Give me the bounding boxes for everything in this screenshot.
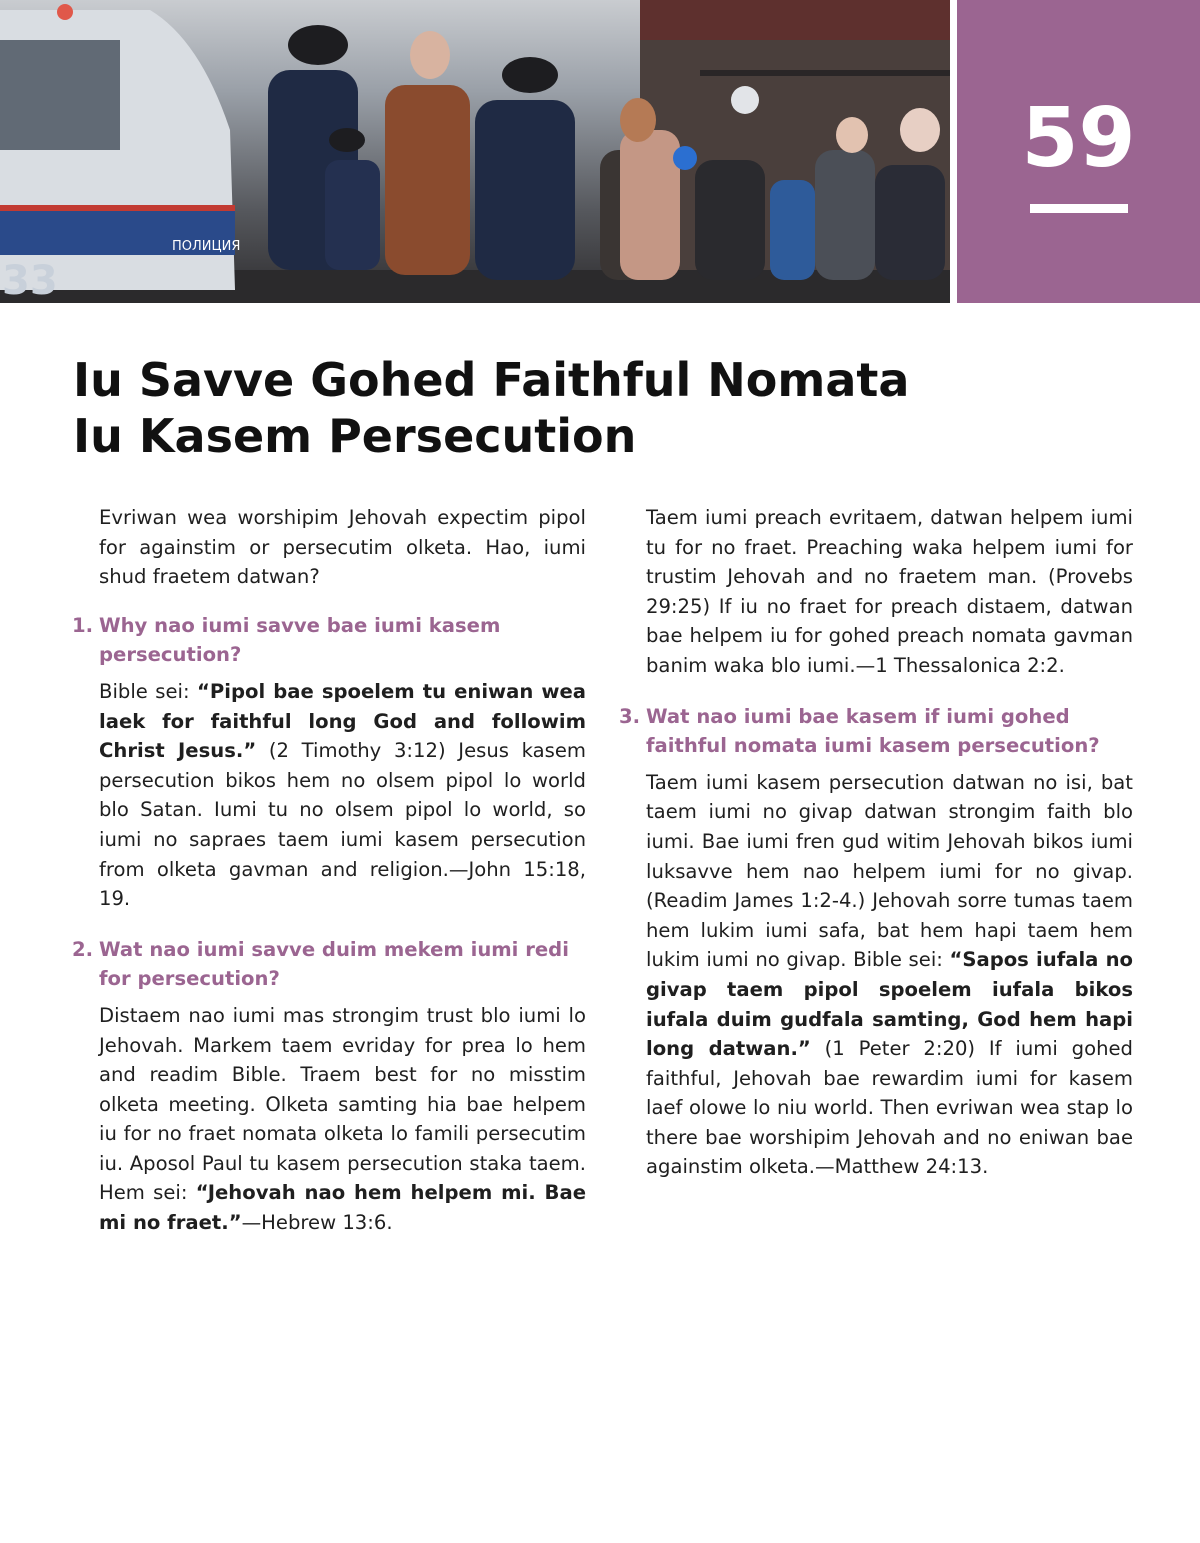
- answer-1-text-start: Bible sei:: [99, 679, 198, 703]
- page-title-line-2: Iu Kasem Persecution: [73, 409, 637, 463]
- hero-photo: [0, 0, 950, 303]
- question-1-number: 1.: [72, 613, 94, 637]
- police-van: [0, 4, 240, 303]
- page-title: [73, 352, 973, 464]
- people-group: [268, 25, 575, 280]
- question-2: [72, 935, 586, 994]
- question-1-text: Why nao iumi savve bae iumi kasem persecution?: [99, 613, 501, 667]
- question-3: [619, 702, 1133, 761]
- question-1: [72, 611, 586, 670]
- answer-1-scripture-quote: “Pipol bae spoelem tu eniwan wea laek for faithful long God and followim Christ Jesus.”: [99, 679, 586, 763]
- left-column: [72, 503, 586, 1238]
- answer-3-text-start: Taem iumi kasem persecution datwan no isi, bat taem iumi no givap datwan strongim faith blo iumi. Bae iumi fren gud witim Jehovah bikos iumi luksavve hem nao helpem iumi for no givap. (Readim James 1:2-4.) Jehovah sorre tumas taem hem lukim iumi safa, bat hem hapi taem hem lukim iumi no givap. Bible sei:: [646, 770, 1133, 972]
- question-2-text: Wat nao iumi savve duim mekem iumi redi for persecution?: [99, 937, 569, 991]
- van-lettering: ПОЛИЦИЯ: [172, 239, 241, 254]
- lesson-number: 59: [1021, 91, 1136, 186]
- van-number: 33: [2, 258, 58, 303]
- answer-2-paragraph: [99, 1001, 586, 1238]
- answer-2-text-start: Distaem nao iumi mas strongim trust blo iumi lo Jehovah. Markem taem evriday for prea lo hem and readim Bible. Traem best for no misstim olketa meeting. Olketa samting hia bae helpem iu for no fraet nomata olketa lo famili persecutim iu. Aposol Paul tu kasem persecution staka taem. Hem sei:: [99, 1003, 586, 1205]
- intro-paragraph: Evriwan wea worshipim Jehovah expectim pipol for againstim or persecutim olketa. Hao, iumi shud fraetem datwan?: [99, 506, 586, 589]
- right-column: [619, 503, 1134, 1182]
- answer-3-scripture-quote: “Sapos iufala no givap taem pipol spoelem iufala bikos iufala duim gudfala samting, God hem hapi long datwan.”: [646, 948, 1134, 1061]
- answer-3-paragraph: [646, 768, 1133, 1182]
- question-2-number: 2.: [72, 937, 94, 961]
- page-title-line-1: Iu Savve Gohed Faithful Nomata: [73, 353, 910, 407]
- lesson-number-underline: [1030, 204, 1128, 213]
- question-3-number: 3.: [619, 704, 641, 728]
- question-3-text: Wat nao iumi bae kasem if iumi gohed faithful nomata iumi kasem persecution?: [646, 704, 1100, 758]
- answer-2-text-end: —Hebrew 13:6.: [241, 1211, 393, 1235]
- answer-1-paragraph: [99, 677, 586, 914]
- answer-2-continuation: Taem iumi preach evritaem, datwan helpem iumi tu for no fraet. Preaching waka helpem iumi for trustim Jehovah and no fraetem man. (Provebs 29:25) If iu no fraet for preach distaem, datwan bae helpem iu for gohed preach nomata gavman banim waka blo iumi.—1 Thessalonica 2:2.: [646, 506, 1133, 677]
- answer-3-text-end: (1 Peter 2:20) If iumi gohed faithful, Jehovah bae rewardim iumi for kasem laef olowe lo niu world. Then evriwan wea stap lo there bae worshipim Jehovah and no eniwan bae againstim olketa.—Matthew 24:13.: [646, 1037, 1133, 1179]
- answer-2-scripture-quote: “Jehovah nao hem helpem mi. Bae mi no fraet.”: [99, 1181, 586, 1235]
- hero-illustration: [0, 0, 950, 303]
- answer-1-text-end: (2 Timothy 3:12) Jesus kasem persecution bikos hem no olsem pipol lo world blo Satan. Iumi tu no olsem pipol lo world, so iumi no sapraes taem iumi kasem persecution from olketa gavman and religion.—John 15:18, 19.: [99, 739, 586, 911]
- lesson-number-box: [957, 0, 1200, 303]
